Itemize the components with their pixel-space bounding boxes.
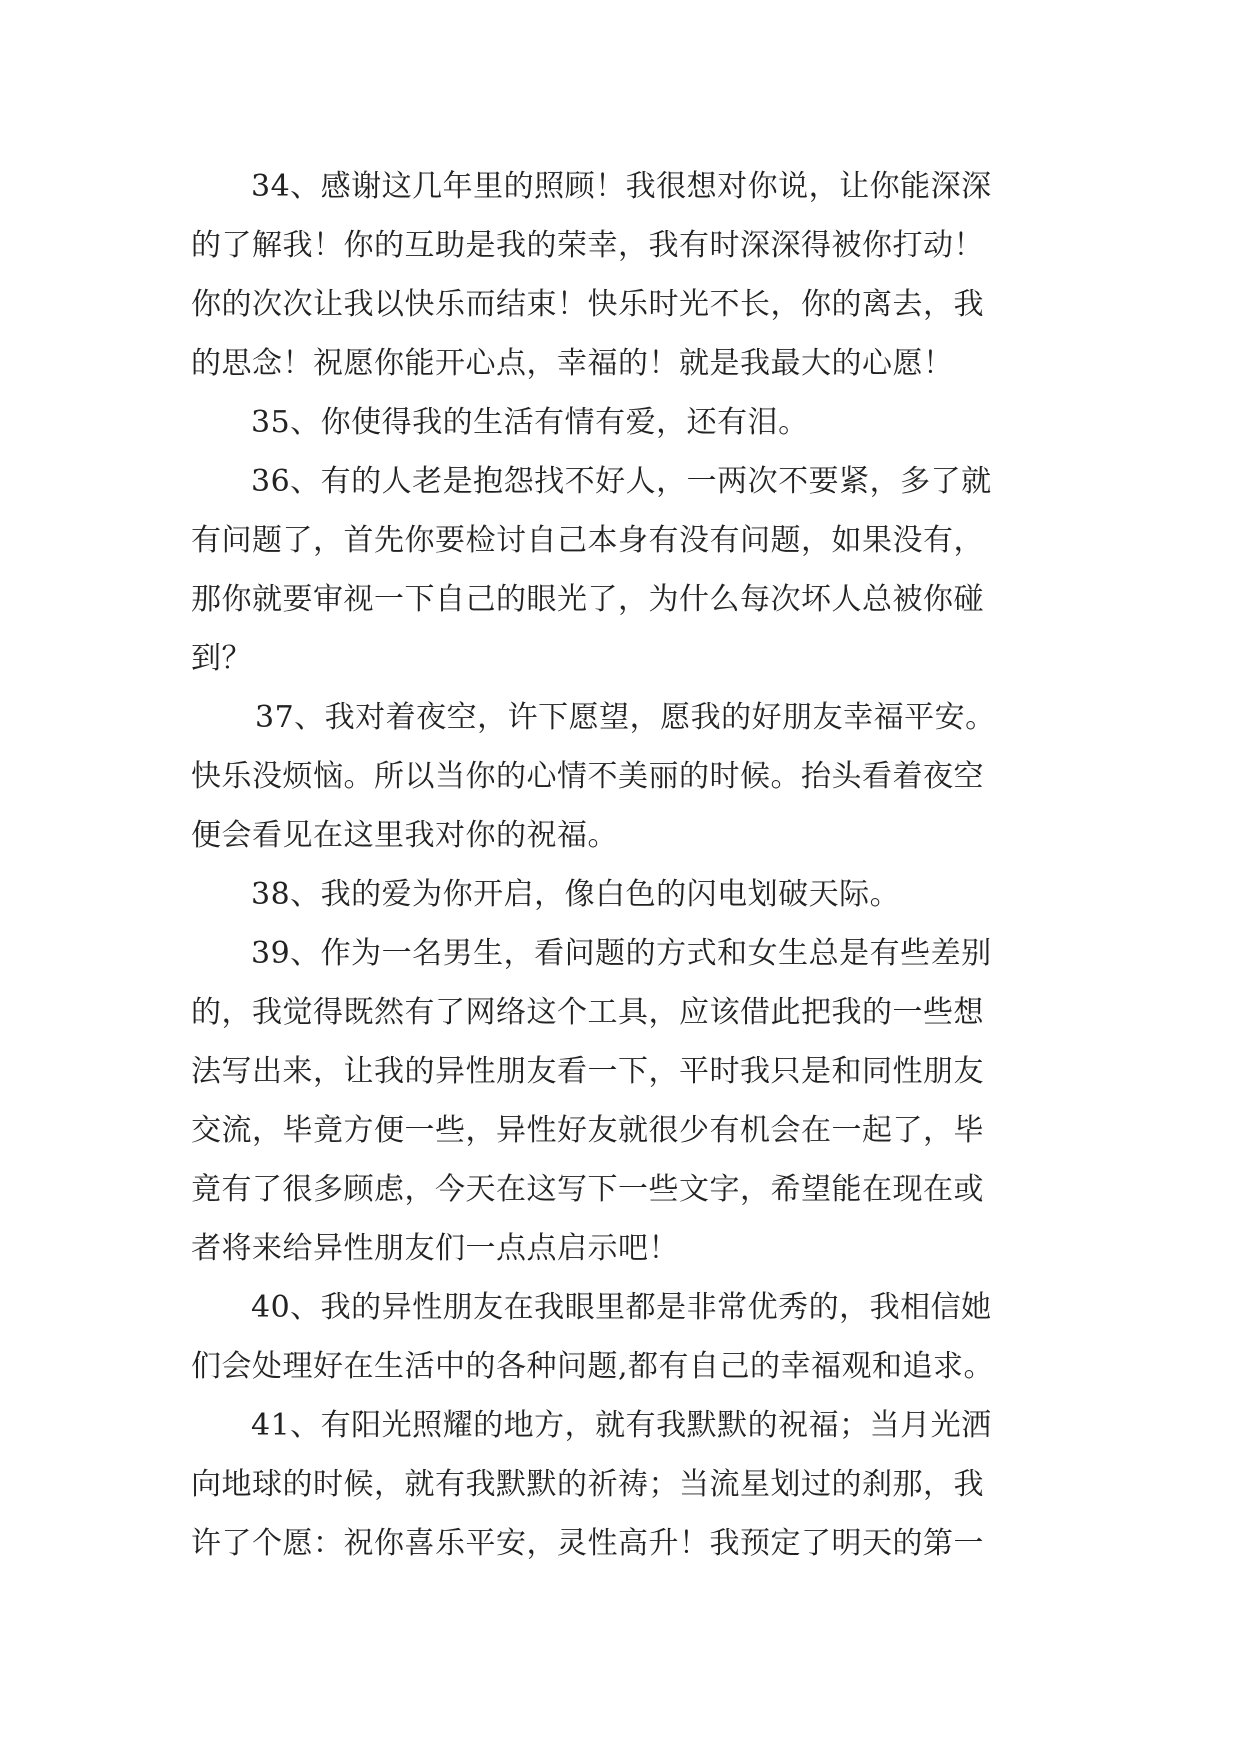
paragraph-36	[191, 452, 1071, 688]
text-line: 38、我的爱为你开启，像白色的闪电划破天际。	[251, 877, 901, 912]
text-line: 有问题了，首先你要检讨自己本身有没有问题，如果没有，	[191, 523, 984, 558]
text-line: 36、有的人老是抱怨找不好人，一两次不要紧，多了就	[251, 464, 992, 499]
paragraph-34	[191, 157, 1071, 393]
paragraph-37	[191, 688, 1071, 865]
text-line: 40、我的异性朋友在我眼里都是非常优秀的，我相信她	[251, 1290, 992, 1325]
text-line: 你的次次让我以快乐而结束！快乐时光不长，你的离去，我	[191, 287, 984, 322]
text-line: 那你就要审视一下自己的眼光了，为什么每次坏人总被你碰	[191, 582, 984, 617]
document-body	[191, 157, 1071, 1573]
text-line: 37、我对着夜空，许下愿望，愿我的好朋友幸福平安。	[255, 700, 996, 735]
text-line: 者将来给异性朋友们一点点启示吧！	[191, 1231, 679, 1266]
text-line: 便会看见在这里我对你的祝福。	[191, 818, 618, 853]
text-line: 竟有了很多顾虑，今天在这写下一些文字，希望能在现在或	[191, 1172, 984, 1207]
text-line: 41、有阳光照耀的地方，就有我默默的祝福；当月光洒	[251, 1408, 992, 1443]
paragraph-39	[191, 924, 1071, 1278]
text-line: 许了个愿：祝你喜乐平安，灵性高升！我预定了明天的第一	[191, 1526, 984, 1561]
text-line: 交流，毕竟方便一些，异性好友就很少有机会在一起了，毕	[191, 1113, 984, 1148]
paragraph-38	[191, 865, 1071, 924]
text-line: 的了解我！你的互助是我的荣幸，我有时深深得被你打动！	[191, 228, 984, 263]
text-line: 34、感谢这几年里的照顾！我很想对你说，让你能深深	[251, 169, 992, 204]
text-line: 向地球的时候，就有我默默的祈祷；当流星划过的刹那，我	[191, 1467, 984, 1502]
text-line: 快乐没烦恼。所以当你的心情不美丽的时候。抬头看着夜空	[191, 759, 984, 794]
paragraph-40	[191, 1278, 1071, 1396]
text-line: 法写出来，让我的异性朋友看一下，平时我只是和同性朋友	[191, 1054, 984, 1089]
text-line: 们会处理好在生活中的各种问题,都有自己的幸福观和追求。	[191, 1349, 995, 1384]
text-line: 35、你使得我的生活有情有爱，还有泪。	[251, 405, 809, 440]
text-line: 的思念！祝愿你能开心点，幸福的！就是我最大的心愿！	[191, 346, 954, 381]
text-line: 39、作为一名男生，看问题的方式和女生总是有些差别	[251, 936, 992, 971]
text-line: 到？	[191, 641, 252, 676]
paragraph-41	[191, 1396, 1071, 1573]
paragraph-35	[191, 393, 1071, 452]
text-line: 的，我觉得既然有了网络这个工具，应该借此把我的一些想	[191, 995, 984, 1030]
